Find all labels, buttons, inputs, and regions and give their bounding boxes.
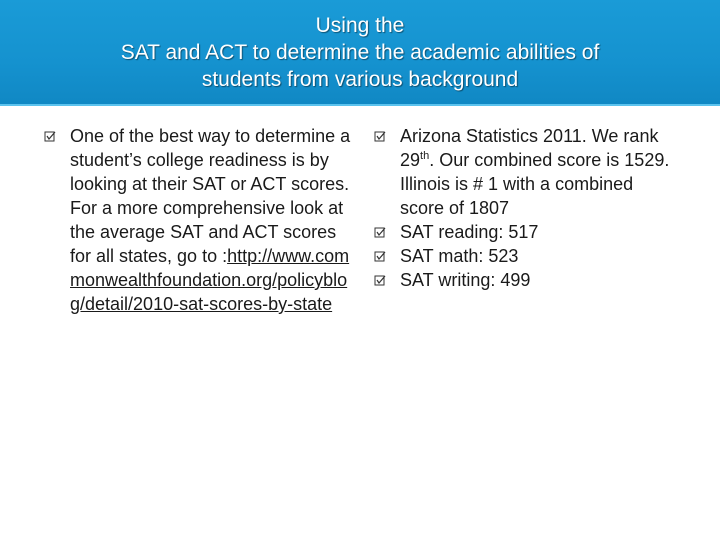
list-item (374, 220, 674, 244)
checkbox-bullet-icon (44, 131, 56, 142)
checkbox-bullet-icon (374, 275, 386, 286)
left-bullet-list (44, 124, 354, 316)
ordinal-suffix: th (420, 150, 430, 162)
title-bar (0, 0, 720, 106)
sat-math-text: SAT math: 523 (400, 246, 519, 266)
list-item (374, 244, 674, 268)
right-column (374, 124, 674, 292)
title-line-3: students from various background (201, 67, 519, 91)
left-column (44, 124, 354, 316)
left-text: One of the best way to determine a student’s college readiness is by looking at their SAT or ACT scores. For a more comprehensive look at the average SAT and ACT scores for all states, go to : (70, 126, 351, 266)
checkbox-bullet-icon (374, 131, 386, 142)
list-item (374, 268, 674, 292)
list-item (374, 124, 674, 220)
commonwealth-foundation-link[interactable]: http://www.commonwealthfoundation.org/policyblog/detail/2010-sat-scores-by-state (70, 246, 350, 314)
checkbox-bullet-icon (374, 227, 386, 238)
right-bullet-list (374, 124, 674, 292)
sat-reading-text: SAT reading: 517 (400, 222, 539, 242)
slide-title (40, 12, 680, 93)
checkbox-bullet-icon (374, 251, 386, 262)
list-item (44, 124, 354, 316)
arizona-stats-text-1: Arizona Statistics 2011. We rank 29 (400, 126, 659, 170)
sat-writing-text: SAT writing: 499 (400, 270, 531, 290)
title-line-2: SAT and ACT to determine the academic abilities of (120, 40, 600, 64)
title-line-1: Using the (315, 13, 405, 37)
arizona-stats-text-2: . Our combined score is 1529. Illinois is # 1 with a combined score of 1807 (400, 150, 670, 218)
